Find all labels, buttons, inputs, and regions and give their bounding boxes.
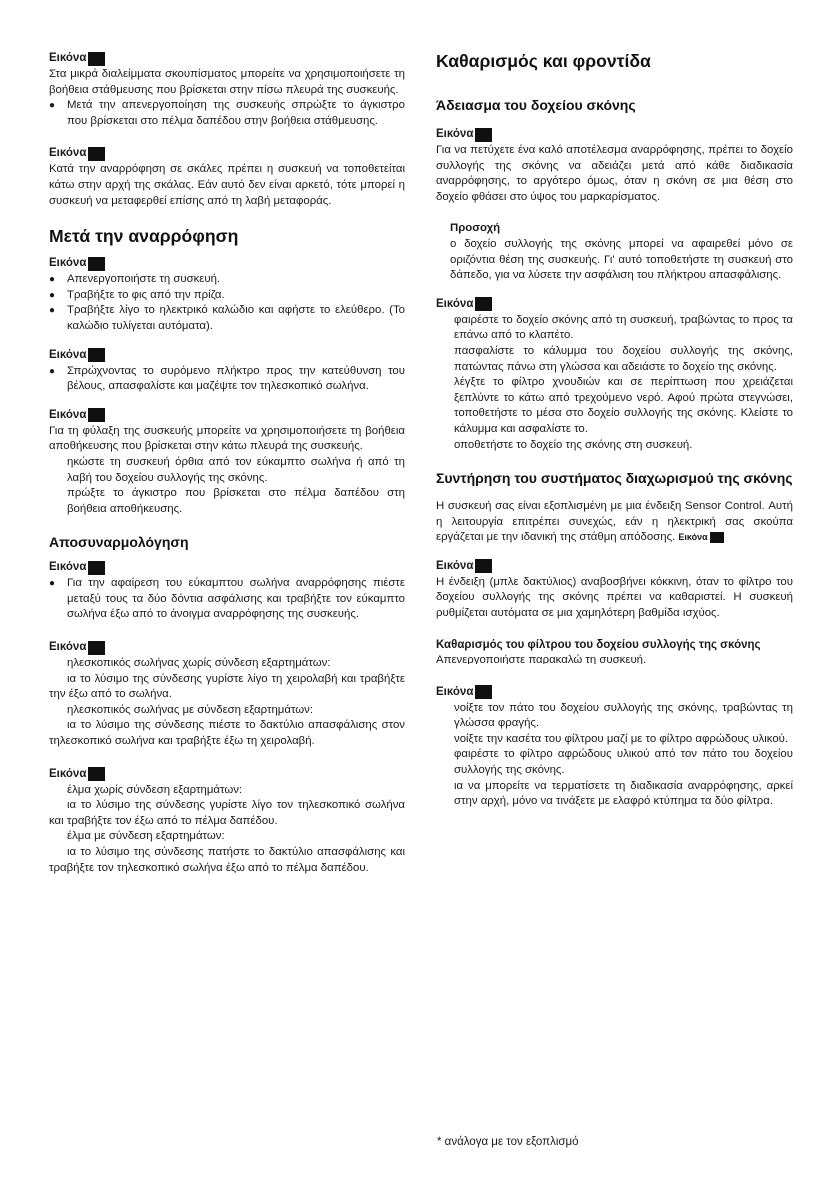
section-heading-cleaning-care: Καθαρισμός και φροντίδα xyxy=(436,51,651,71)
paragraph: Η συσκευή σας είναι εξοπλισμένη με μια ένδειξη Sensor Control. Αυτή η λειτουργία επιτρέπει συνεχώς, εάν η ηλεκτρική σας σκούπα εργάζεται με την ιδανική της στάθμη απόδοσης. Εικόνα xyxy=(436,500,793,544)
step-item: ηλεσκοπικός σωλήνας με σύνδεση εξαρτημάτων: xyxy=(67,703,314,716)
section-heading-dust-separation: Συντήρηση του συστήματος διαχωρισμού της σκόνης xyxy=(436,470,793,487)
figure-marker-icon xyxy=(88,52,105,66)
step-item: έλμα με σύνδεση εξαρτημάτων: xyxy=(67,830,225,843)
figure-marker-icon xyxy=(88,408,105,422)
section-heading-emptying-container: Άδειασμα του δοχείου σκόνης xyxy=(436,97,636,113)
figure-marker-icon xyxy=(475,128,492,142)
bullet-item: ● Τραβήξτε το φις από την πρίζα. xyxy=(49,288,405,304)
figure-ref: Εικόνα xyxy=(436,684,793,701)
figure-ref: Εικόνα xyxy=(49,407,405,424)
figure-marker-icon xyxy=(88,641,105,655)
paragraph: ια το λύσιμο της σύνδεσης πατήστε το δακτύλιο απασφάλισης και τραβήξτε τον τηλεσκοπικό σωλήνα έξω από το πέλμα δαπέδου. xyxy=(49,846,405,874)
figure-ref: Εικόνα xyxy=(436,126,793,143)
step-item: ηλεσκοπικός σωλήνας χωρίς σύνδεση εξαρτημάτων: xyxy=(67,657,331,670)
section-heading-after-vacuuming: Μετά την αναρρόφηση xyxy=(49,226,239,247)
figure-marker-icon xyxy=(88,767,105,781)
step-item: πασφαλίστε το κάλυμμα του δοχείου συλλογής της σκόνης, πατώντας πάνω στη γλώσσα και αδειάστε το δοχείο της σκόνης. xyxy=(454,344,793,373)
figure-ref: Εικόνα xyxy=(436,296,793,313)
step-item: πρώξτε το άγκιστρο που βρίσκεται στο πέλμα δαπέδου στη βοήθεια αποθήκευσης. xyxy=(67,487,405,515)
paragraph: Για τη φύλαξη της συσκευής μπορείτε να χρησιμοποιήσετε τη βοήθεια αποθήκευσης που βρίσκεται στην κάτω πλευρά της συσκευής. xyxy=(49,424,405,453)
paragraph: Στα μικρά διαλείμματα σκουπίσματος μπορείτε να χρησιμοποιήσετε τη βοήθεια στάθμευσης που βρίσκεται στην πίσω πλευρά της συσκευής. xyxy=(49,68,405,96)
figure-ref-inline: Εικόνα xyxy=(678,531,723,543)
caution-note xyxy=(436,221,793,283)
subsection-heading-filter-cleaning: Καθαρισμός του φίλτρου του δοχείου συλλογής της σκόνης xyxy=(436,638,761,651)
step-item: ια να μπορείτε να τερματίσετε τη διαδικασία αναρρόφησης, αρκεί στην αρχή, μόνο να τινάξετε με ελαφρό κτύπημα τα δύο φίλτρα. xyxy=(454,779,793,808)
step-item: έλμα χωρίς σύνδεση εξαρτημάτων: xyxy=(67,783,243,796)
figure-marker-icon xyxy=(88,561,105,575)
step-item: νοίξτε τον πάτο του δοχείου συλλογής της σκόνης, τραβώντας τη γλώσσα φραγής. xyxy=(454,701,793,730)
bullet-item: ● Τραβήξτε λίγο το ηλεκτρικό καλώδιο και αφήστε το ελεύθερο. (Το καλώδιο τυλίγεται αυτόματα). xyxy=(49,303,405,334)
section-heading-disassembly: Αποσυναρμολόγηση xyxy=(49,534,189,551)
figure-ref: Εικόνα xyxy=(436,558,793,575)
figure-ref: Εικόνα xyxy=(49,50,405,67)
bullet-item: ● Απενεργοποιήστε τη συσκευή. xyxy=(49,272,405,288)
paragraph: Κατά την αναρρόφηση σε σκάλες πρέπει η συσκευή να τοποθετείται κάτω στην αρχή της σκάλας. Εάν αυτό δεν είναι αρκετό, τότε μπορεί η συσκευή να μεταφερθεί επίσης από τη λαβή μεταφοράς. xyxy=(49,163,405,207)
bullet-item: ● Σπρώχνοντας το συρόμενο πλήκτρο προς την κατεύθυνση του βέλους, απασφαλίστε και μαζέψτε τον τηλεσκοπικό σωλήνα. xyxy=(49,364,405,395)
step-item: φαιρέστε το φίλτρο αφρώδους υλικού από τον πάτο του δοχείου συλλογής της σκόνης. xyxy=(454,748,793,777)
caution-label: Προσοχή xyxy=(450,222,501,235)
figure-marker-icon xyxy=(710,532,724,543)
step-item: οποθετήστε το δοχείο της σκόνης στη συσκευή. xyxy=(454,438,693,451)
bullet-item: ● Μετά την απενεργοποίηση της συσκευής σπρώξτε το άγκιστρο που βρίσκεται στο πέλμα δαπέδου στην βοήθεια στάθμευσης. xyxy=(49,98,405,129)
figure-ref: Εικόνα xyxy=(49,559,405,576)
figure-marker-icon xyxy=(88,348,105,362)
figure-ref: Εικόνα xyxy=(49,766,405,783)
left-column xyxy=(49,50,405,876)
figure-marker-icon xyxy=(475,297,492,311)
bullet-item: ● Για την αφαίρεση του εύκαμπτου σωλήνα αναρρόφησης πιέστε μεταξύ τους τα δύο δόντια ασφάλισης και τραβήξτε τον εύκαμπτο σωλήνα έξω από το άνοιγμα αναρρόφησης της συσκευής. xyxy=(49,576,405,623)
figure-marker-icon xyxy=(88,147,105,161)
paragraph: ια το λύσιμο της σύνδεσης γυρίστε λίγο τη χειρολαβή και τραβήξτε την έξω από το σωλήνα. xyxy=(49,672,405,701)
figure-ref: Εικόνα xyxy=(49,347,405,364)
paragraph: Η ένδειξη (μπλε δακτύλιος) αναβοσβήνει κόκκινη, όταν το φίλτρο του δοχείου συλλογής της σκόνης πρέπει να καθαριστεί. Η συσκευή ρυθμίζεται αυτόματα σε μια χαμηλότερη βαθμίδα ισχύος. xyxy=(436,575,793,620)
paragraph: ια το λύσιμο της σύνδεσης πιέστε το δακτύλιο απασφάλισης στον τηλεσκοπικό σωλήνα και τραβήξτε έξω τη χειρολαβή. xyxy=(49,719,405,748)
step-item: φαιρέστε το δοχείο σκόνης από τη συσκευή, τραβώντας το προς τα επάνω από το κλαπέτο. xyxy=(454,313,793,342)
step-item: ηκώστε τη συσκευή όρθια από τον εύκαμπτο σωλήνα ή από τη λαβή του δοχείου συλλογής της σκόνης. xyxy=(67,455,405,484)
step-item: νοίξτε την κασέτα του φίλτρου μαζί με το φίλτρο αφρώδους υλικού. xyxy=(454,732,789,745)
figure-marker-icon xyxy=(88,257,105,271)
footnote: * ανάλογα με τον εξοπλισμό xyxy=(437,1136,579,1148)
paragraph: Για να πετύχετε ένα καλό αποτέλεσμα αναρρόφησης, πρέπει το δοχείο συλλογής της σκόνης να αδειάζει μετά από κάθε διαδικασία αναρρόφησης, το αργότερο όμως, όταν η σκόνη σε μια θέση στο δοχείο φθάσει στο ύψος του μαρκαρίσματος. xyxy=(436,144,793,203)
paragraph: ια το λύσιμο της σύνδεσης γυρίστε λίγο τον τηλεσκοπικό σωλήνα και τραβήξτε τον έξω από το πέλμα δαπέδου. xyxy=(49,799,405,827)
figure-marker-icon xyxy=(475,559,492,573)
right-column xyxy=(436,50,793,810)
caution-text: ο δοχείο συλλογής της σκόνης μπορεί να αφαιρεθεί μόνο σε οριζόντια θέση της συσκευής. Γι' αυτό τοποθετήστε τη συσκευή στο δάπεδο, για να λύσετε την ασφάλιση του πλήκτρου απασφάλισης. xyxy=(450,237,793,282)
step-item: λέγξτε το φίλτρο χνουδιών και σε περίπτωση που χρειάζεται ξεπλύντε το κάτω από τρεχούμενο νερό. Αφού πρώτα στεγνώσει, τοποθετήστε το μέσα στο δοχείο συλλογής της σκόνης. Κλείστε το κάλυμμα και ασφαλίστε το. xyxy=(454,376,793,435)
figure-ref: Εικόνα xyxy=(49,639,405,656)
figure-marker-icon xyxy=(475,685,492,699)
figure-ref: Εικόνα xyxy=(49,255,405,272)
figure-ref: Εικόνα xyxy=(49,145,405,162)
paragraph-cut: Απενεργοποιήστε παρακαλώ τη συσκευή. xyxy=(436,653,647,664)
